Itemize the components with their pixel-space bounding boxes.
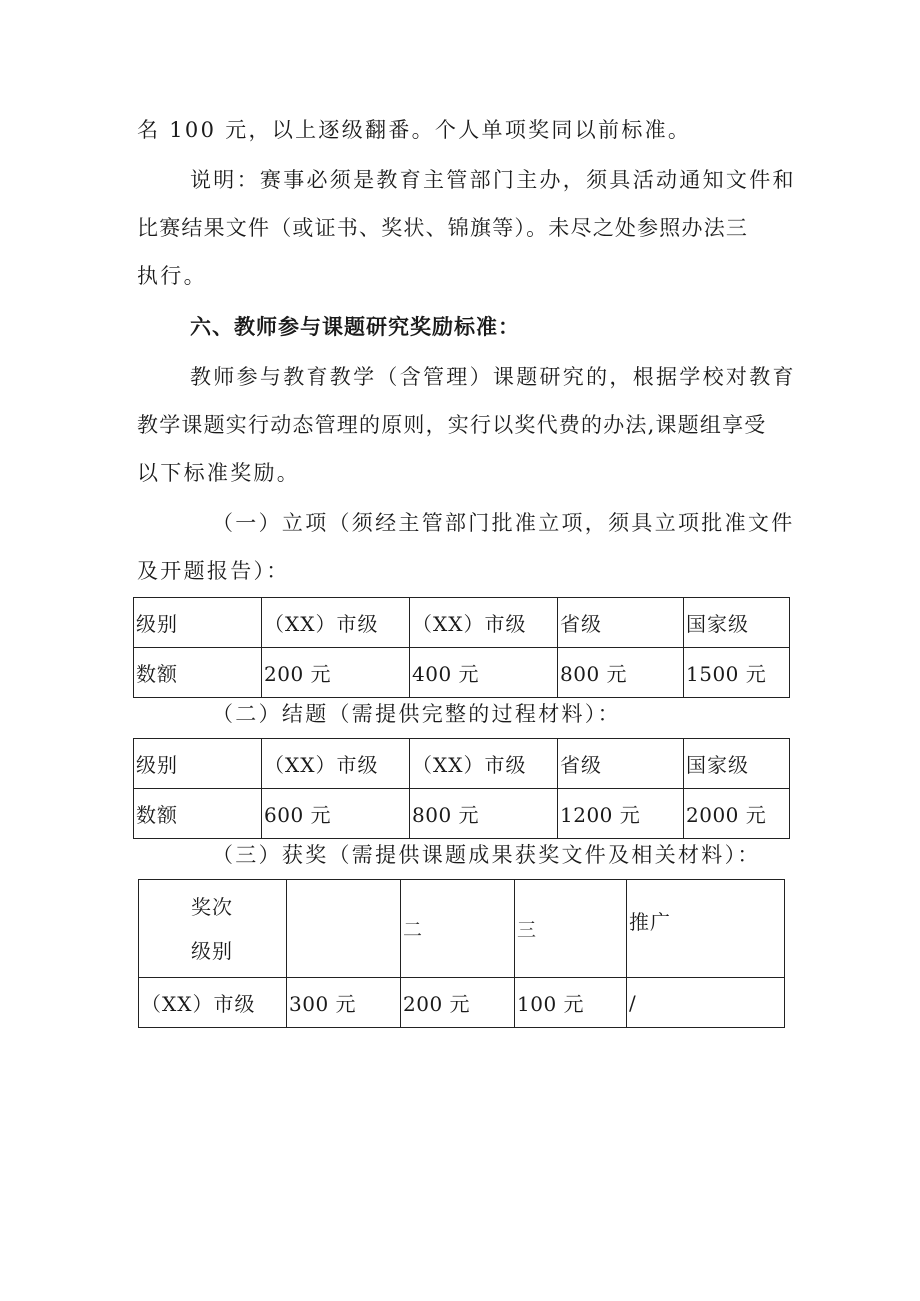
table-cell: （XX）市级 xyxy=(262,739,410,789)
completion-reward-table xyxy=(133,738,790,839)
table-cell: 省级 xyxy=(558,598,684,648)
paragraph-line: 名 100 元，以上逐级翻番。个人单项奖同以前标准。 xyxy=(137,118,692,142)
table-cell: 200 元 xyxy=(401,978,515,1028)
table-cell xyxy=(287,880,401,978)
subsection-title: （一）立项（须经主管部门批准立项，须具立项批准文件 xyxy=(212,511,795,535)
table-cell: 600 元 xyxy=(262,789,410,839)
section-heading: 六、教师参与课题研究奖励标准： xyxy=(190,315,520,339)
table-cell: 400 元 xyxy=(410,648,558,698)
table-cell: （XX）市级 xyxy=(262,598,410,648)
table-cell: 级别 xyxy=(134,598,262,648)
table-cell: 1500 元 xyxy=(684,648,790,698)
table-cell: 300 元 xyxy=(287,978,401,1028)
table-cell: 100 元 xyxy=(515,978,627,1028)
paragraph-line: 教师参与教育教学（含管理）课题研究的，根据学校对教育 xyxy=(190,365,796,389)
paragraph-line: 执行。 xyxy=(137,264,207,288)
table-cell: （XX）市级 xyxy=(139,978,287,1028)
table-cell: 200 元 xyxy=(262,648,410,698)
table-row xyxy=(134,789,790,839)
table-cell: 2000 元 xyxy=(684,789,790,839)
table-cell: （XX）市级 xyxy=(410,739,558,789)
paragraph-line: 说明：赛事必须是教育主管部门主办，须具活动通知文件和 xyxy=(190,168,796,192)
paragraph-line: 教学课题实行动态管理的原则，实行以奖代费的办法,课题组享受 xyxy=(137,413,767,437)
table-cell: 三 xyxy=(515,880,627,978)
table-cell: 二 xyxy=(401,880,515,978)
table-cell: 级别 xyxy=(134,739,262,789)
table-header-row xyxy=(139,880,785,978)
table-cell: 数额 xyxy=(134,789,262,839)
table-header-row xyxy=(134,598,790,648)
level-label: 级别 xyxy=(191,938,233,963)
table-cell: 数额 xyxy=(134,648,262,698)
table-row xyxy=(139,978,785,1028)
table-header-row xyxy=(134,739,790,789)
table-cell: 800 元 xyxy=(410,789,558,839)
table-cell: 国家级 xyxy=(684,739,790,789)
table-cell: / xyxy=(627,978,785,1028)
paragraph-line: 比赛结果文件（或证书、奖状、锦旗等）。未尽之处参照办法三 xyxy=(137,216,749,240)
table-cell: 推广 xyxy=(627,880,785,978)
table-cell: 800 元 xyxy=(558,648,684,698)
table-cell: 国家级 xyxy=(684,598,790,648)
table-cell: 省级 xyxy=(558,739,684,789)
subsection-title: （三）获奖（需提供课题成果获奖文件及相关材料）： xyxy=(212,843,761,867)
approval-reward-table xyxy=(133,597,790,698)
award-rank-label: 奖次 xyxy=(191,894,233,919)
table-corner-cell xyxy=(139,880,287,978)
subsection-title: 及开题报告）： xyxy=(137,559,290,583)
table-cell: 1200 元 xyxy=(558,789,684,839)
table-row xyxy=(134,648,790,698)
paragraph-line: 以下标准奖励。 xyxy=(137,461,301,485)
award-reward-table xyxy=(138,879,785,1028)
table-cell: （XX）市级 xyxy=(410,598,558,648)
subsection-title: （二）结题（需提供完整的过程材料）： xyxy=(212,702,621,726)
